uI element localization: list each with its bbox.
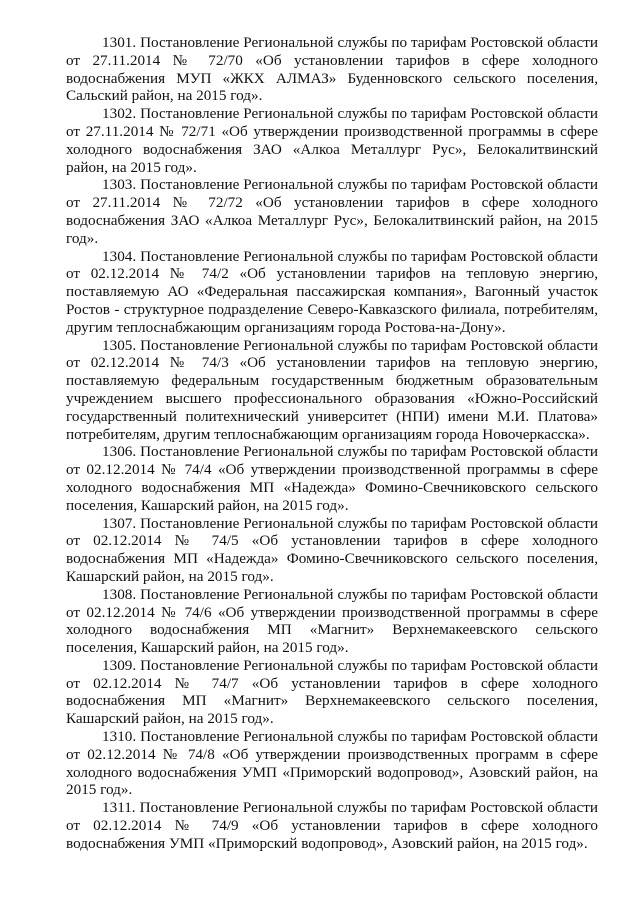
entry-1306: 1306. Постановление Региональной службы по тарифам Ростовской области от 02.12.2014 № 74/4 «Об утверждении производственной программы в сфере холодного водоснабжения МП «Надежда» Фомино-Свечниковского сельского поселения, Кашарский район, на 2015 год». xyxy=(66,443,598,514)
entry-1311: 1311. Постановление Региональной службы по тарифам Ростовской области от 02.12.2014 № 74/9 «Об установлении тарифов в сфере холодного водоснабжения УМП «Приморский водопровод», Азовский район, на 2015 год». xyxy=(66,799,598,852)
entry-1304: 1304. Постановление Региональной службы по тарифам Ростовской области от 02.12.2014 № 74/2 «Об установлении тарифов на тепловую энергию, поставляемую АО «Федеральная пассажирская компания», Вагонный участок Ростов - структурное подразделение Северо-Кавказского филиала, потребителям, другим теплоснабжающим организациям города Ростова-на-Дону». xyxy=(66,247,598,336)
entry-1309: 1309. Постановление Региональной службы по тарифам Ростовской области от 02.12.2014 № 74/7 «Об установлении тарифов в сфере холодного водоснабжения МП «Магнит» Верхнемакеевского сельского поселения, Кашарский район, на 2015 год». xyxy=(66,656,598,728)
entry-1308: 1308. Постановление Региональной службы по тарифам Ростовской области от 02.12.2014 № 74/6 «Об утверждении производственной программы в сфере холодного водоснабжения МП «Магнит» Верхнемакеевского сельского поселения, Кашарский район, на 2015 год». xyxy=(66,585,598,657)
entry-1301: 1301. Постановление Региональной службы по тарифам Ростовской области от 27.11.2014 № 72/70 «Об установлении тарифов в сфере холодного водоснабжения МУП «ЖКХ АЛМАЗ» Буденновского сельского поселения, Сальский район, на 2015 год». xyxy=(66,34,598,105)
document-page xyxy=(66,34,598,853)
entry-1303: 1303. Постановление Региональной службы по тарифам Ростовской области от 27.11.2014 № 72/72 «Об установлении тарифов в сфере холодного водоснабжения ЗАО «Алкоа Металлург Рус», Белокалитвинский район, на 2015 год». xyxy=(66,176,598,247)
entry-1310: 1310. Постановление Региональной службы по тарифам Ростовской области от 02.12.2014 № 74/8 «Об утверждении производственных программ в сфере холодного водоснабжения УМП «Приморский водопровод», Азовский район, на 2015 год». xyxy=(66,728,598,799)
entry-1302: 1302. Постановление Региональной службы по тарифам Ростовской области от 27.11.2014 № 72/71 «Об утверждении производственной программы в сфере холодного водоснабжения ЗАО «Алкоа Металлург Рус», Белокалитвинский район, на 2015 год». xyxy=(66,105,598,176)
entry-1305: 1305. Постановление Региональной службы по тарифам Ростовской области от 02.12.2014 № 74/3 «Об установлении тарифов на тепловую энергию, поставляемую федеральным государственным бюджетным образовательным учреждением высшего профессионального образования «Южно-Российский государственный политехнический университет (НПИ) имени М.И. Платова» потребителям, другим теплоснабжающим организациям города Новочеркасска». xyxy=(66,336,598,443)
entry-1307: 1307. Постановление Региональной службы по тарифам Ростовской области от 02.12.2014 № 74/5 «Об установлении тарифов в сфере холодного водоснабжения МП «Надежда» Фомино-Свечниковского сельского поселения, Кашарский район, на 2015 год». xyxy=(66,514,598,585)
